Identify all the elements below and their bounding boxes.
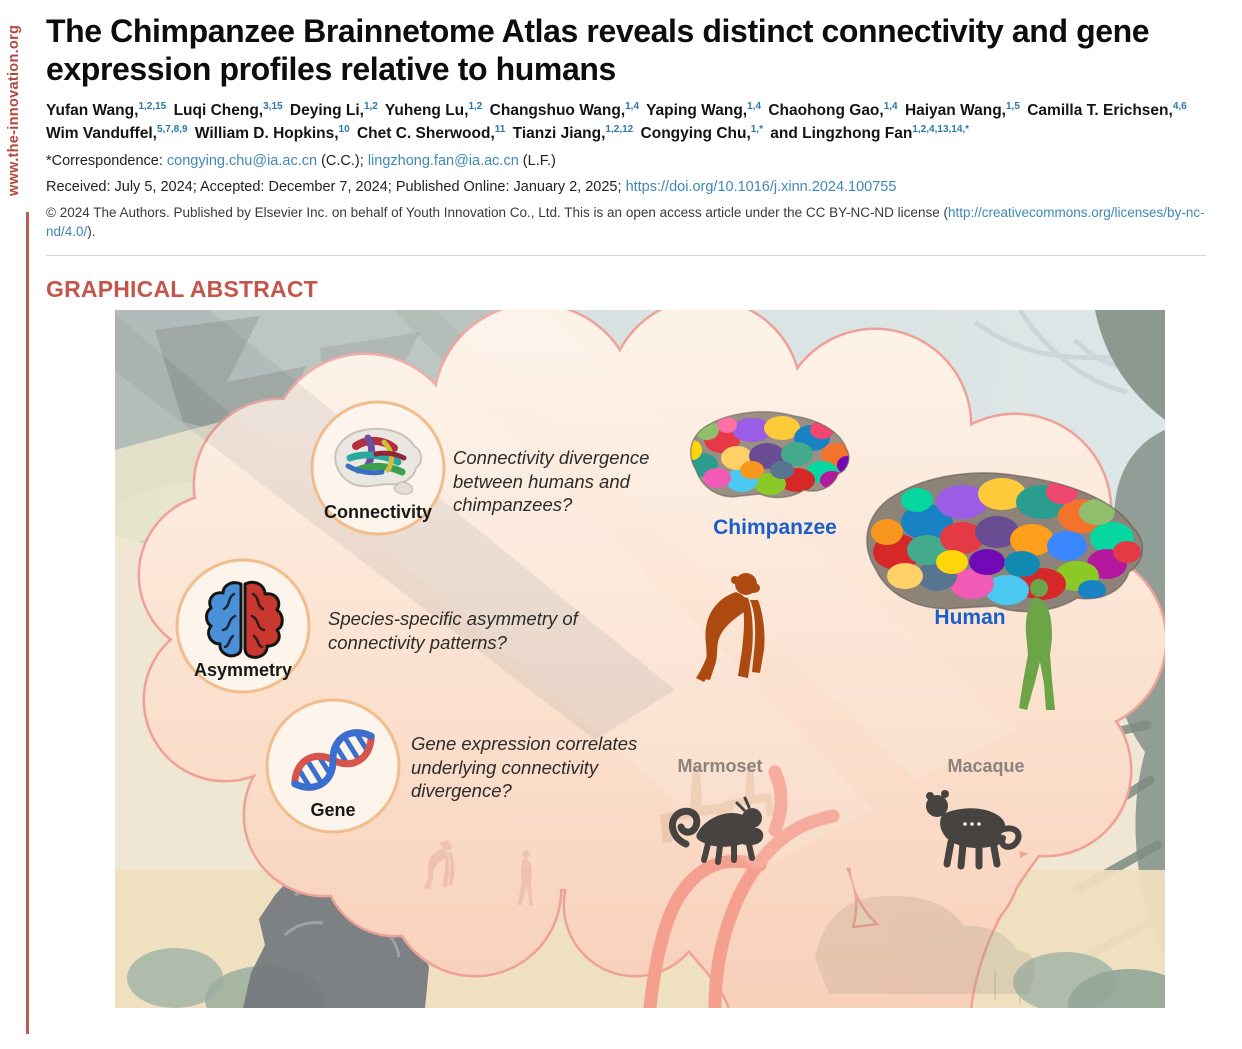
asymmetry-label: Asymmetry xyxy=(193,660,293,680)
gene-label: Gene xyxy=(310,800,356,820)
macaque-label: Macaque xyxy=(947,756,1025,776)
author: Haiyan Wang,$^{1,5}$ xyxy=(904,100,1020,119)
author: Deying Li,$^{1,2}$ xyxy=(289,100,378,119)
author: Chet C. Sherwood,$^{11}$ xyxy=(356,124,506,143)
chimpanzee-label: Chimpanzee xyxy=(713,516,837,539)
email-link-lf[interactable]: lingzhong.fan@ia.ac.cn xyxy=(367,152,519,169)
doi-link[interactable]: https://doi.org/10.1016/j.xinn.2024.100755 xyxy=(625,178,897,195)
asymmetry-question: Species-specific asymmetry of connectivity patterns? xyxy=(328,608,578,653)
correspondence-line: *Correspondence: congying.chu@ia.ac.cn (C.C.); lingzhong.fan@ia.ac.cn (L.F.) xyxy=(46,152,556,169)
connectivity-label: Connectivity xyxy=(323,502,433,522)
graphical-abstract-figure xyxy=(115,310,1165,1008)
author: William D. Hopkins,$^{10}$ xyxy=(194,124,350,143)
human-label: Human xyxy=(934,606,1006,629)
header-divider xyxy=(46,255,1206,256)
journal-url-vertical[interactable]: www.the-innovation.org xyxy=(6,24,22,196)
abstract-artwork xyxy=(115,310,1165,1008)
marmoset-label: Marmoset xyxy=(677,756,763,776)
author: Luqi Cheng,$^{3,15}$ xyxy=(173,100,283,119)
author: Camilla T. Erichsen,$^{4,6}$ xyxy=(1027,100,1187,119)
author: Changshuo Wang,$^{1,4}$ xyxy=(489,100,640,119)
graphical-abstract-heading: GRAPHICAL ABSTRACT xyxy=(46,275,318,302)
author: Yuheng Lu,$^{1,2}$ xyxy=(384,100,483,119)
gene-question: Gene expression correlates underlying connectivity divergence? xyxy=(411,733,638,802)
connectivity-question: Connectivity divergence between humans and chimpanzees? xyxy=(453,447,650,516)
author-list xyxy=(46,99,1206,146)
dates-line: Received: July 5, 2024; Accepted: December 7, 2024; Published Online: January 2, 2025; https://doi.org/10.1016/j.xinn.2024.100755 xyxy=(46,178,897,195)
license-link[interactable]: http://creativecommons.org/licenses/by-nc-nd/4.0/ xyxy=(46,204,1205,240)
page-title: The Chimpanzee Brainnetome Atlas reveals distinct connectivity and gene expression profiles relative to humans xyxy=(46,13,1150,88)
article-header xyxy=(46,0,1206,303)
author: Yaping Wang,$^{1,4}$ xyxy=(646,100,762,119)
author: Tianzi Jiang,$^{1,2,12}$ xyxy=(512,124,634,143)
author: Congying Chu,$^{1,*}$ xyxy=(640,124,763,143)
author: Wim Vanduffel,$^{5,7,8,9}$ xyxy=(46,124,188,143)
email-link-cc[interactable]: congying.chu@ia.ac.cn xyxy=(166,152,318,169)
author: Yufan Wang,$^{1,2,15}$ xyxy=(46,100,167,119)
copyright-line: © 2024 The Authors. Published by Elsevier Inc. on behalf of Youth Innovation Co., Ltd. This is an open access article under the CC BY-NC-ND license (http://creativecommons.org/licenses/by-nc-nd/4.0/). xyxy=(46,204,1205,240)
sidebar-divider-line xyxy=(26,212,29,1034)
author: Chaohong Gao,$^{1,4}$ xyxy=(768,100,898,119)
author: and Lingzhong Fan$^{1,2,4,13,14,*}$ xyxy=(770,124,970,143)
